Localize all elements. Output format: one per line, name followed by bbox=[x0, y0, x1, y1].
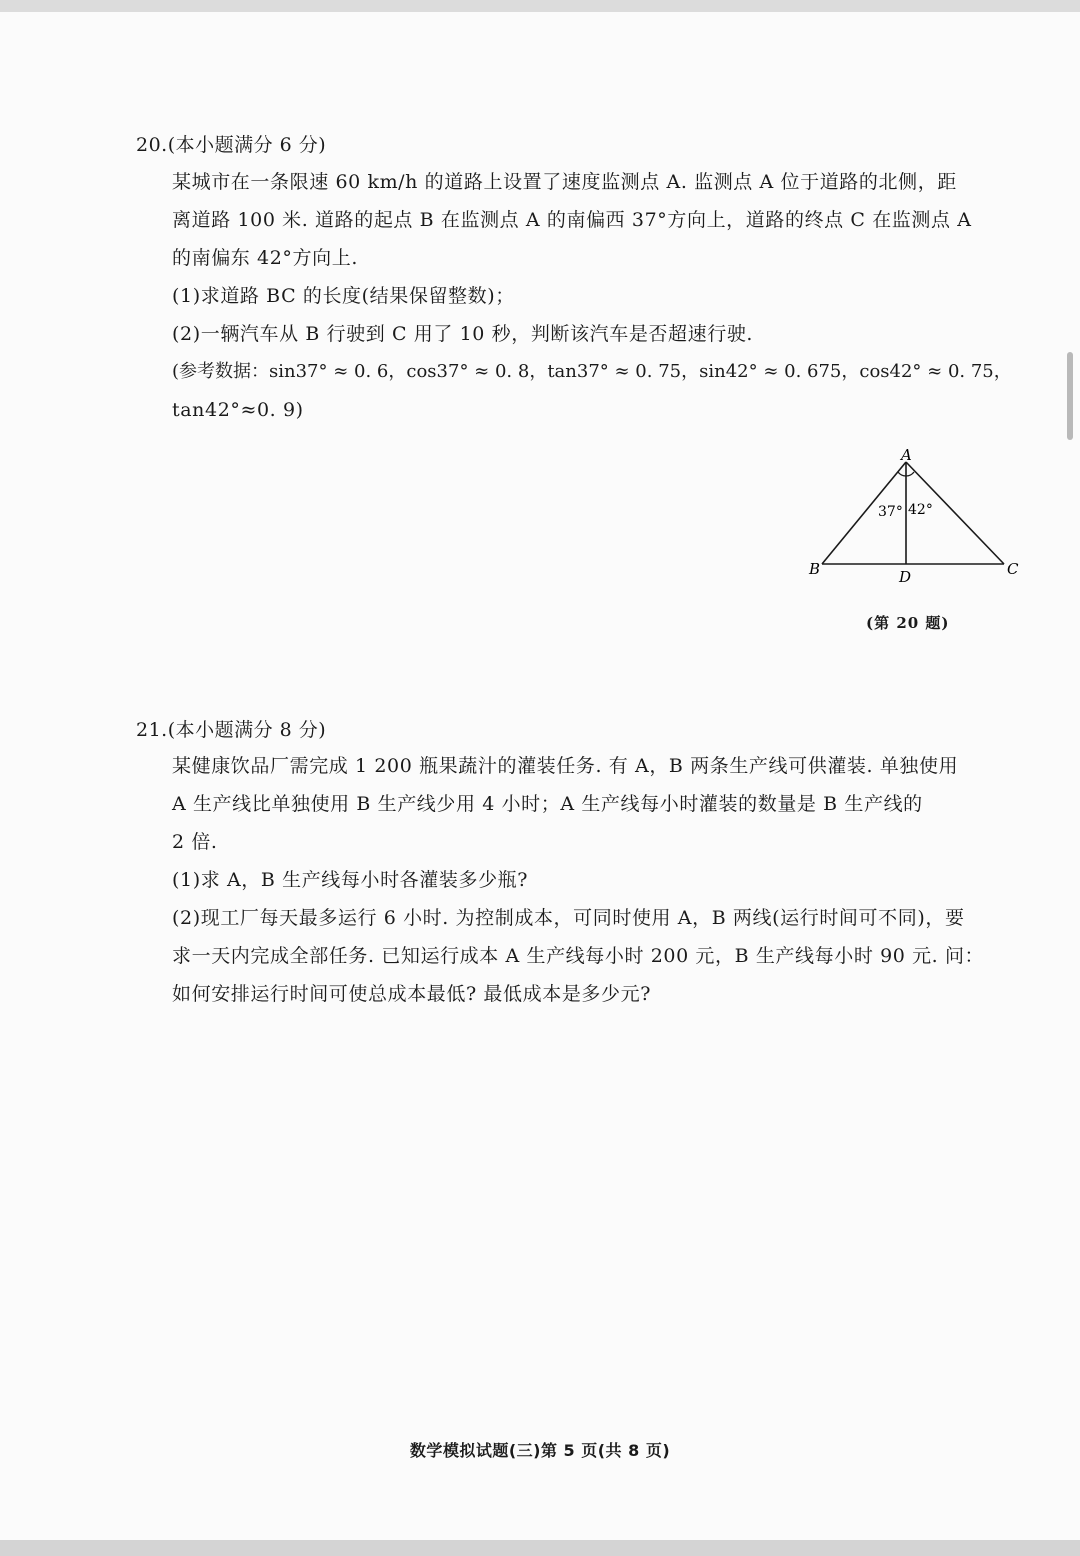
q20-line: (2)一辆汽车从 B 行驶到 C 用了 10 秒，判断该汽车是否超速行驶. bbox=[172, 323, 754, 345]
q21-line: 求一天内完成全部任务. 已知运行成本 A 生产线每小时 200 元，B 生产线每小时 90 元. 问： bbox=[172, 945, 985, 967]
q20-line: (1)求道路 BC 的长度(结果保留整数)； bbox=[172, 285, 515, 307]
q21-body bbox=[172, 747, 1028, 1013]
q20-line: 离道路 100 米. 道路的起点 B 在监测点 A 的南偏西 37°方向上，道路的终点 C 在监测点 A bbox=[172, 209, 972, 231]
q20-header: 20.(本小题满分 6 分) bbox=[136, 134, 327, 156]
q21-line: (1)求 A，B 生产线每小时各灌装多少瓶? bbox=[172, 869, 529, 891]
top-edge bbox=[0, 0, 1080, 12]
triangle-diagram bbox=[800, 448, 1030, 618]
label-b: B bbox=[809, 560, 821, 578]
q20-line: 的南偏东 42°方向上. bbox=[172, 247, 358, 269]
q20-line: (参考数据：sin37° ≈ 0. 6，cos37° ≈ 0. 8，tan37° ≈ 0. 75，sin42° ≈ 0. 675，cos42° ≈ 0. 75， bbox=[172, 361, 1012, 382]
q21-header: 21.(本小题满分 8 分) bbox=[136, 719, 327, 741]
q20-body bbox=[172, 163, 1028, 429]
page-footer: 数学模拟试题(三)第 5 页(共 8 页) bbox=[409, 1441, 671, 1460]
q21-line: 如何安排运行时间可使总成本最低? 最低成本是多少元? bbox=[172, 983, 652, 1005]
label-c: C bbox=[1007, 560, 1019, 578]
q21-line: 某健康饮品厂需完成 1 200 瓶果蔬汁的灌装任务. 有 A，B 两条生产线可供灌装. 单独使用 bbox=[172, 755, 959, 777]
figure-caption: (第 20 题) bbox=[866, 614, 950, 632]
angle-42-label: 42° bbox=[908, 502, 933, 518]
q21-line: (2)现工厂每天最多运行 6 小时. 为控制成本，可同时使用 A，B 两线(运行时间可不同)，要 bbox=[172, 907, 965, 929]
q21-line: 2 倍. bbox=[172, 831, 218, 853]
q21-line: A 生产线比单独使用 B 生产线少用 4 小时；A 生产线每小时灌装的数量是 B 生产线的 bbox=[172, 793, 923, 815]
scrollbar-thumb[interactable] bbox=[1067, 352, 1073, 440]
angle-37-label: 37° bbox=[878, 504, 903, 520]
label-a: A bbox=[901, 448, 912, 464]
q20-line: tan42°≈0. 9) bbox=[172, 399, 304, 421]
exam-page bbox=[0, 12, 1080, 1540]
triangle-figure bbox=[800, 448, 1030, 638]
bottom-edge bbox=[0, 1540, 1080, 1556]
q20-line: 某城市在一条限速 60 km/h 的道路上设置了速度监测点 A. 监测点 A 位于道路的北侧，距 bbox=[172, 171, 957, 193]
label-d: D bbox=[899, 568, 912, 586]
